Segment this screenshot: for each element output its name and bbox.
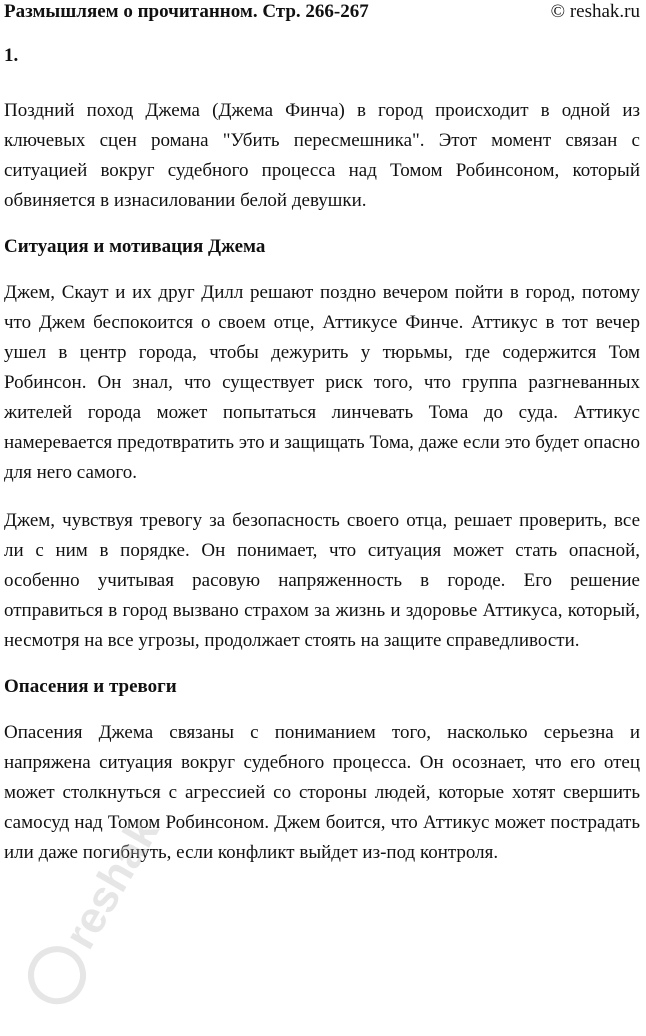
section1-paragraph-2: Джем, чувствуя тревогу за безопасность своего отца, решает проверить, все ли с ним в порядке. Он понимает, что ситуация может стать опасной, особенно учитывая расовую напряженность в городе. Его решение отправиться в город вызвано страхом за жизнь и здоровье Аттикуса, который, несмотря на все угрозы, продолжает стоять на защите справедливости.: [4, 510, 640, 651]
section2-paragraph-1: Опасения Джема связаны с пониманием того, насколько серьезна и напряжена ситуация вокруг судебного процесса. Он осознает, что его отец может столкнуться с агрессией со стороны людей, которые хотят свершить самосуд над Томом Робинсоном. Джем боится, что Аттикус может пострадать или даже погибнуть, если конфликт выйдет из-под контроля.: [4, 722, 640, 863]
site-credit: © reshak.ru: [550, 1, 640, 22]
page-header: [4, 0, 640, 30]
intro-paragraph: Поздний поход Джема (Джема Финча) в город происходит в одной из ключевых сцен романа "Убить пересмешника". Этот момент связан с ситуацией вокруг судебного процесса над Томом Робинсоном, который обвиняется в изнасиловании белой девушки.: [4, 100, 640, 211]
section-heading-fears: Опасения и тревоги: [4, 676, 177, 697]
watermark-text: reshak: [55, 809, 169, 958]
section-heading-situation: Ситуация и мотивация Джема: [4, 236, 266, 257]
section1-paragraph-1: Джем, Скаут и их друг Дилл решают поздно вечером пойти в город, потому что Джем беспокоится о своем отце, Аттикусе Финче. Аттикус в тот вечер ушел в центр города, чтобы дежурить у тюрьмы, где содержится Том Робинсон. Он знал, что существует риск того, что группа разгневанных жителей города может попытаться линчевать Тома до суда. Аттикус намеревается предотвратить это и защищать Тома, даже если это будет опасно для него самого.: [4, 282, 640, 483]
document-page: [4, 0, 640, 868]
task-number: 1.: [4, 45, 19, 66]
page-title: Размышляем о прочитанном. Стр. 266-267: [4, 1, 369, 22]
